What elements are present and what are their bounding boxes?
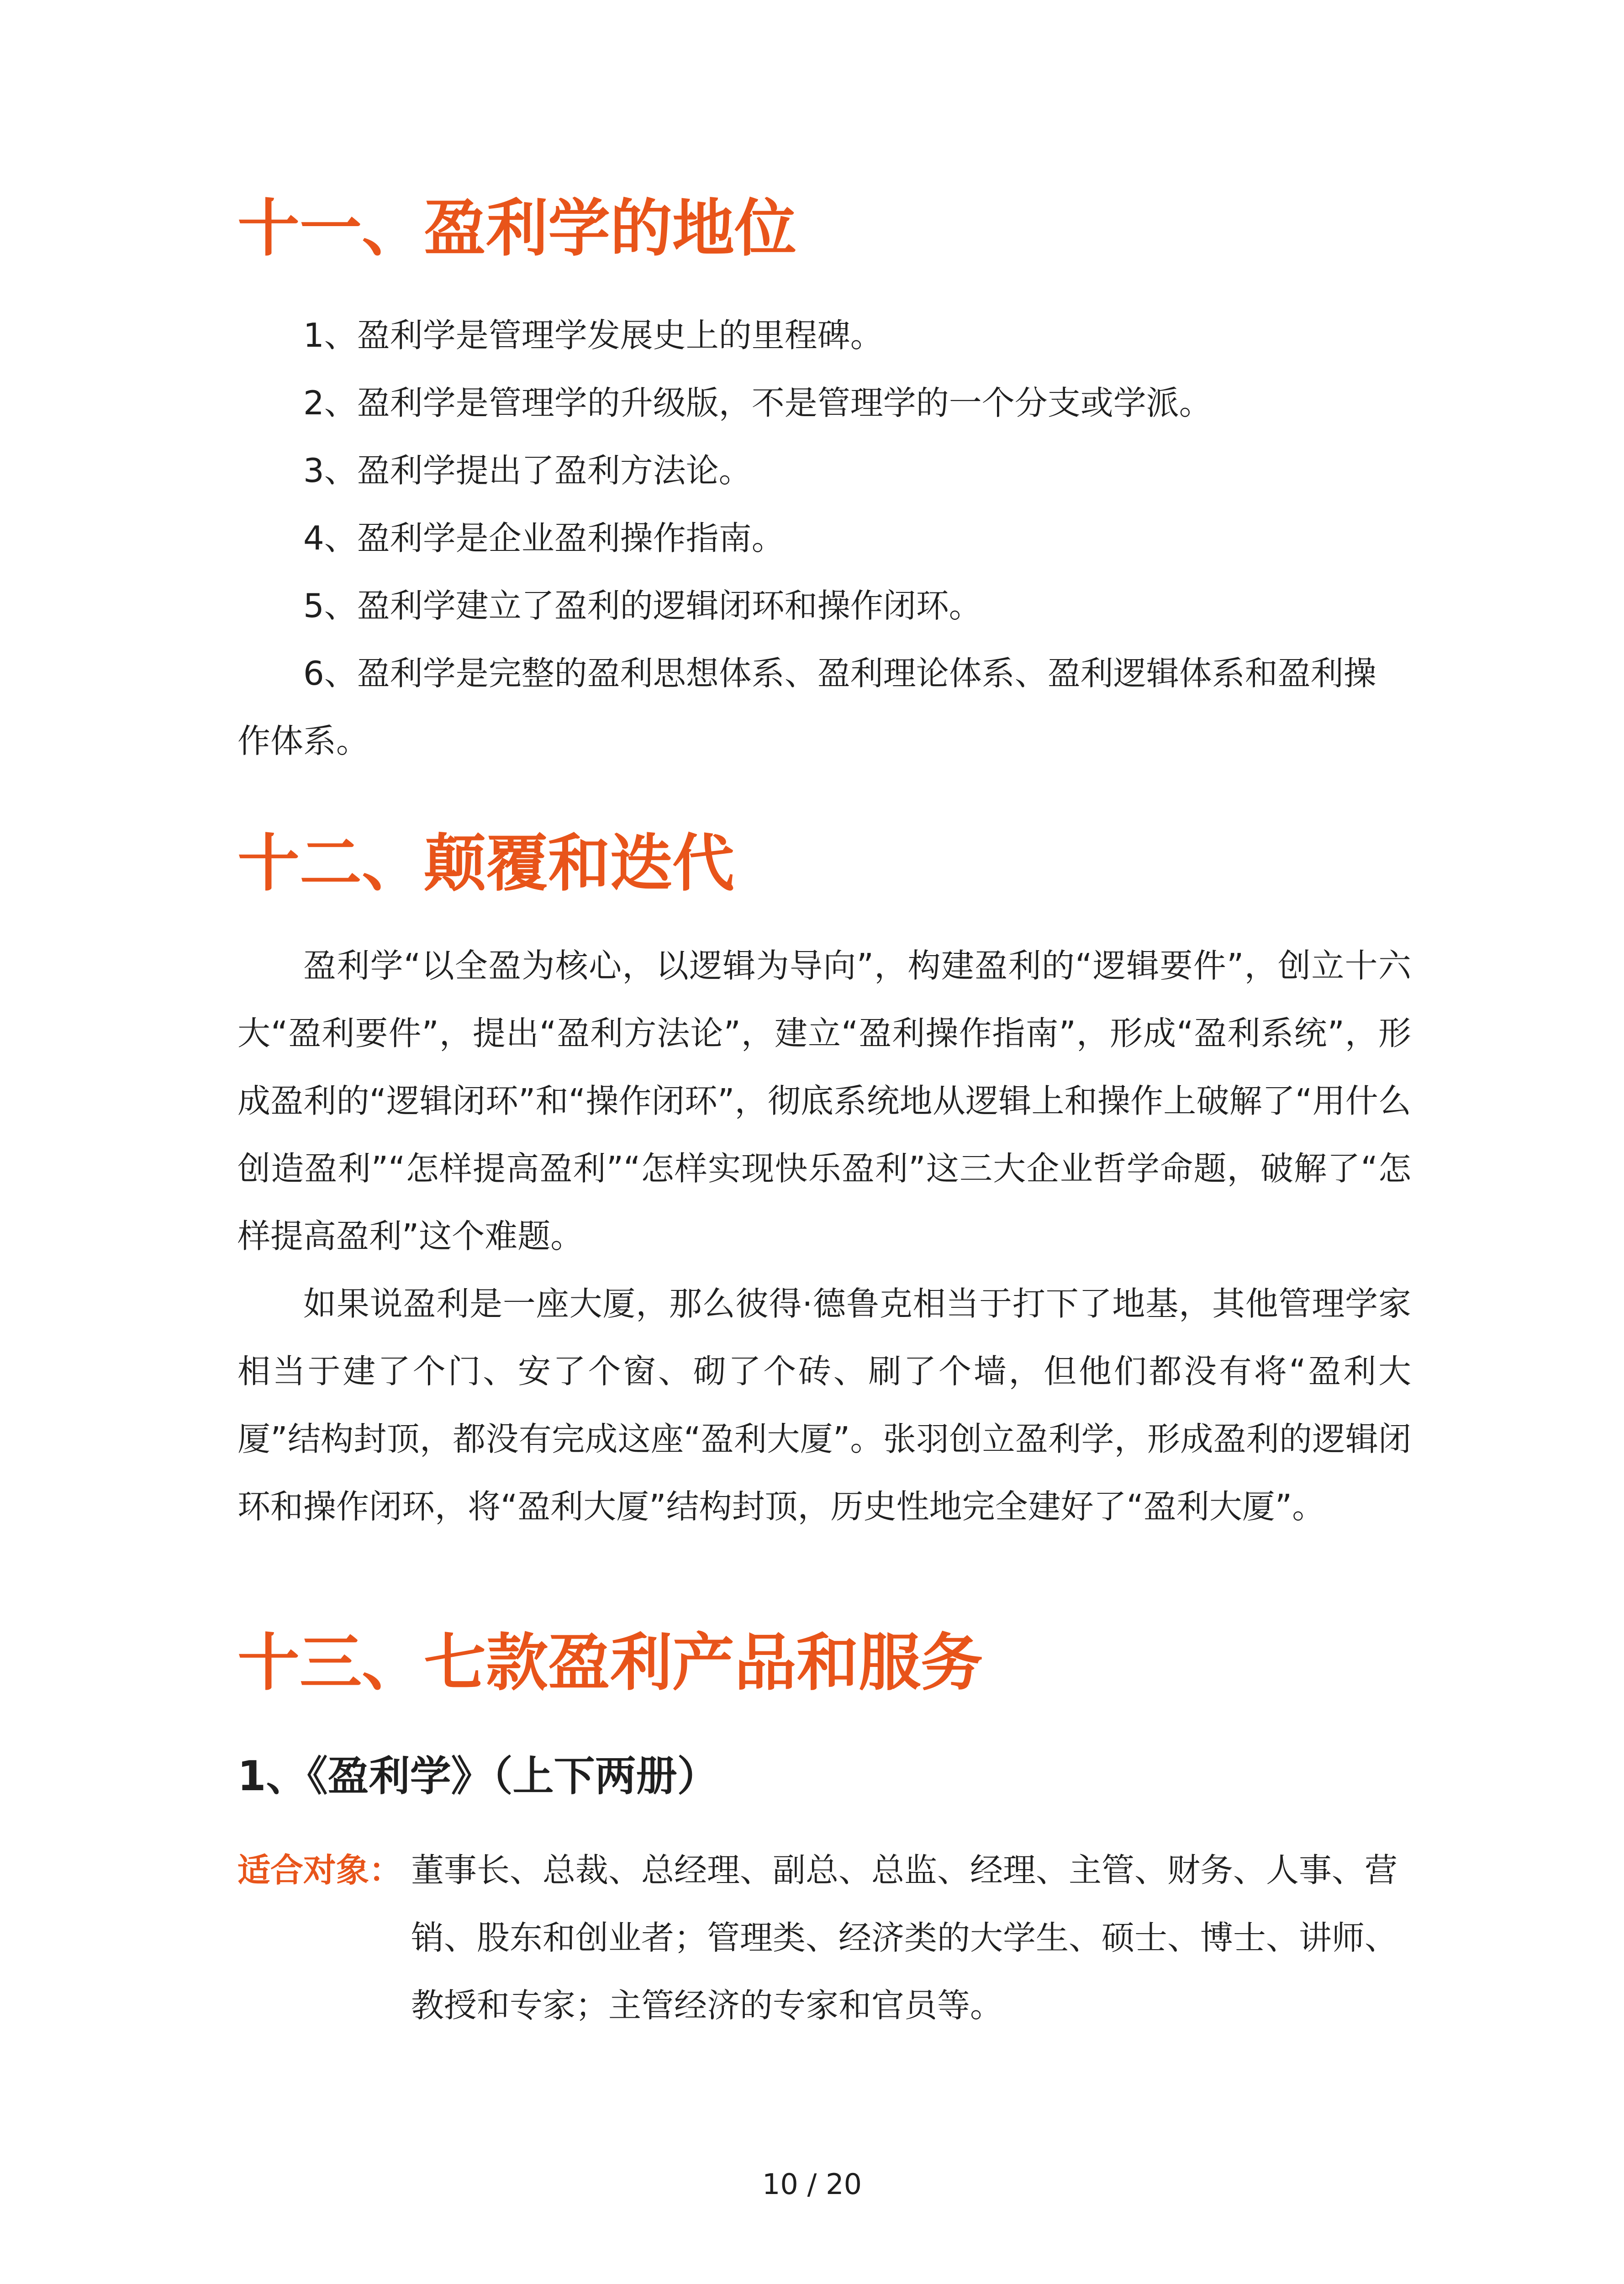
section-title-12: 十二、颠覆和迭代 [237,828,734,900]
list-item: 3、盈利学提出了盈利方法论。 [303,451,752,490]
list-item: 2、盈利学是管理学的升级版，不是管理学的一个分支或学派。 [303,384,1212,422]
page-number: 10 / 20 [762,2168,862,2201]
list-item: 1、盈利学是管理学发展史上的里程碑。 [303,316,883,354]
list-item: 5、盈利学建立了盈利的逻辑闭环和操作闭环。 [303,587,982,625]
target-audience [237,1836,1411,2039]
audience-text: 董事长、总裁、总经理、副总、总监、经理、主管、财务、人事、营销、股东和创业者；管理类、经济类的大学生、硕士、博士、讲师、教授和专家；主管经济的专家和官员等。 [411,1851,1398,2025]
section-title-13: 十三、七款盈利产品和服务 [237,1627,983,1699]
product-subtitle: 1、《盈利学》（上下两册） [237,1752,718,1800]
paragraph-building-analogy: 如果说盈利是一座大厦，那么彼得·德鲁克相当于打下了地基，其他管理学家相当于建了个门、安了个窗、砌了个砖、刷了个墙，但他们都没有将“盈利大厦”结构封顶，都没有完成这座“盈利大厦”。张羽创立盈利学，形成盈利的逻辑闭环和操作闭环，将“盈利大厦”结构封顶，历史性地完全建好了“盈利大厦”。 [237,1285,1411,1526]
list-item: 4、盈利学是企业盈利操作指南。 [303,519,785,557]
status-list [237,301,1407,775]
audience-label: 适合对象： [237,1851,402,1889]
list-item: 6、盈利学是完整的盈利思想体系、盈利理论体系、盈利逻辑体系和盈利操作体系。 [237,654,1376,760]
section-title-11: 十一、盈利学的地位 [237,193,796,265]
paragraph-disruption: 盈利学“以全盈为核心，以逻辑为导向”，构建盈利的“逻辑要件”，创立十六大“盈利要件”，提出“盈利方法论”，建立“盈利操作指南”，形成“盈利系统”，形成盈利的“逻辑闭环”和“操作闭环”，彻底系统地从逻辑上和操作上破解了“用什么创造盈利”“怎样提高盈利”“怎样实现快乐盈利”这三大企业哲学命题，破解了“怎样提高盈利”这个难题。 [237,946,1411,1255]
